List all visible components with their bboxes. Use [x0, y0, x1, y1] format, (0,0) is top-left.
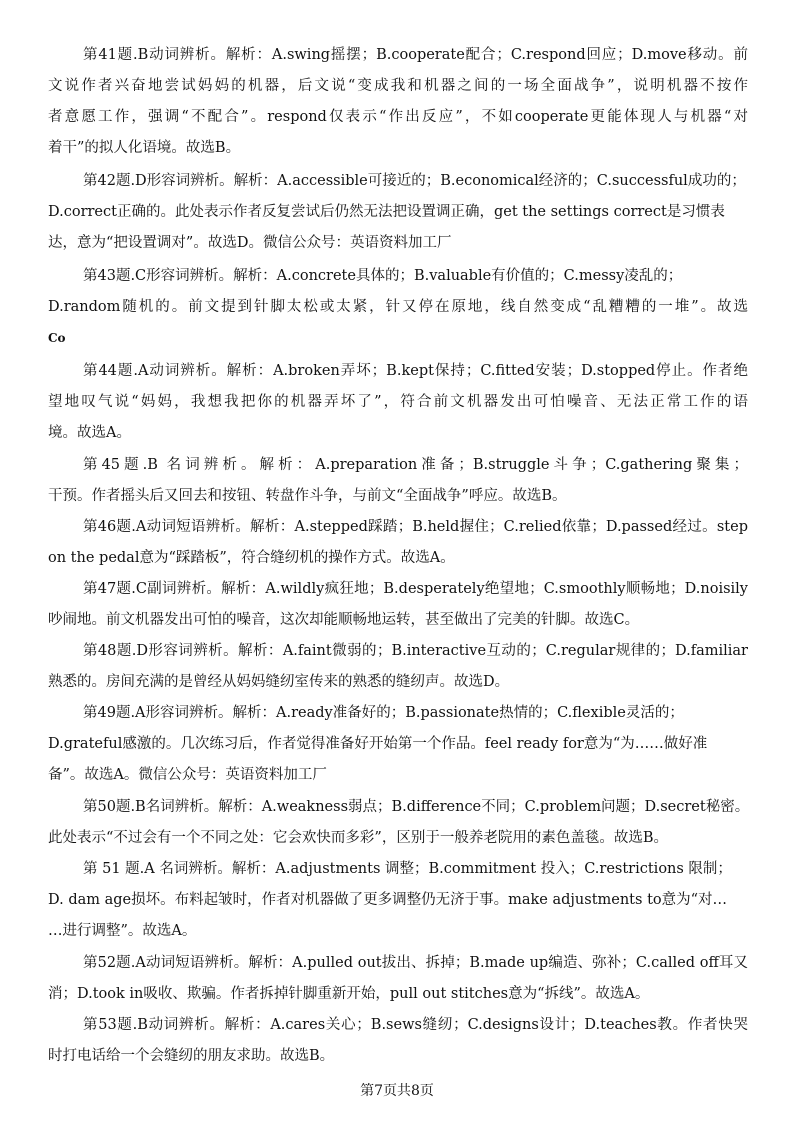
- text-line: 备”。故选A。微信公众号：英语资料加工厂: [48, 767, 327, 783]
- text-line: 第43题.C形容词辨析。解析：A.concrete具体的；B.valuable有价值的；C.messy凌乱的；: [83, 268, 683, 284]
- text-line: D.correct正确的。此处表示作者反复尝试后仍然无法把设置调正确，get the settings correct是习惯表: [48, 204, 725, 220]
- question-51-explanation: [48, 854, 748, 947]
- question-41-explanation: [48, 40, 748, 164]
- text-line: 消；D.took in吸收、欺骗。作者拆掉针脚重新开始，pull out stitches意为“拆线”。故选A。: [48, 986, 650, 1002]
- question-44-explanation: [48, 356, 748, 449]
- page-number: 第7页共8页: [360, 1083, 434, 1099]
- text-line: 时打电话给一个会缝纫的朋友求助。故选B。: [48, 1048, 335, 1064]
- text-line: 者意愿工作，强调“不配合”。respond仅表示“作出反应”，不如cooperate更能体现人与机器“对: [48, 109, 748, 125]
- text-line: 文说作者兴奋地尝试妈妈的机器，后文说“变成我和机器之间的一场全面战争”，说明机器不按作: [48, 78, 748, 94]
- question-53-explanation: [48, 1010, 748, 1072]
- text-line: 第52题.A动词短语辨析。解析：A.pulled out拔出、拆掉；B.made up编造、弥补；C.called off耳又: [83, 955, 748, 971]
- text-line: 第 51 题.A 名词辨析。解析：A.adjustments 调整；B.commitment 投入；C.restrictions 限制；: [83, 861, 732, 877]
- text-line: 第44题.A动词辨析。解析：A.broken弄坏；B.kept保持；C.fitted安装；D.stopped停止。作者绝: [83, 363, 748, 379]
- text-line: 着干”的拟人化语境。故选B。: [48, 140, 241, 156]
- question-48-explanation: [48, 636, 748, 698]
- question-49-explanation: [48, 698, 748, 791]
- question-52-explanation: [48, 948, 748, 1010]
- text-line: 第48题.D形容词辨析。解析：A.faint微弱的；B.interactive互动的；C.regular规律的；D.familiar: [83, 643, 748, 659]
- text-line: 此处表示“不过会有一个不同之处：它会欢快而多彩”，区别于一般养老院用的素色盖毯。故选B。: [48, 830, 668, 846]
- question-45-explanation: [48, 450, 748, 512]
- question-43-explanation: [48, 261, 748, 354]
- question-50-explanation: [48, 792, 748, 854]
- text-line: 干预。作者摇头后又回去和按钮、转盘作斗争，与前文“全面战争”呼应。故选B。: [48, 488, 567, 504]
- text-line: 境。故选A。: [48, 425, 131, 441]
- text-line: 第42题.D形容词辨析。解析：A.accessible可接近的；B.economical经济的；C.successful成功的；: [83, 173, 746, 189]
- text-line: D.random随机的。前文提到针脚太松或太紧，针又停在原地，线自然变成“乱糟糟的一堆”。故选: [48, 299, 748, 315]
- text-line: 第53题.B动词辨析。解析：A.cares关心；B.sews缝纫；C.designs设计；D.teaches教。作者快哭: [83, 1017, 748, 1033]
- text-line: D.grateful感激的。几次练习后，作者觉得准备好开始第一个作品。feel ready for意为“为……做好准: [48, 736, 708, 752]
- question-46-explanation: [48, 512, 748, 574]
- text-line: 第41题.B动词辨析。解析：A.swing摇摆；B.cooperate配合；C.respond回应；D.move移动。前: [83, 47, 748, 63]
- text-line: Co: [48, 331, 66, 345]
- question-47-explanation: [48, 574, 748, 636]
- question-42-explanation: [48, 166, 748, 259]
- text-line: …进行调整”。故选A。: [48, 923, 197, 939]
- text-line: 达，意为“把设置调对”。故选D。微信公众号：英语资料加工厂: [48, 235, 452, 251]
- text-line: 第49题.A形容词辨析。解析：A.ready准备好的；B.passionate热情的；C.flexible灵活的；: [83, 705, 684, 721]
- text-line: 第47题.C副词辨析。解析：A.wildly疯狂地；B.desperately绝望地；C.smoothly顺畅地；D.noisily: [83, 581, 748, 597]
- text-line: 第50题.B名词辨析。解析：A.weakness弱点；B.difference不同；C.problem问题；D.secret秘密。: [83, 799, 750, 815]
- text-line: 望地叹气说“妈妈，我想我把你的机器弄坏了”，符合前文机器发出可怕噪音、无法正常工作的语: [48, 394, 748, 410]
- text-line: on the pedal意为“踩踏板”，符合缝纫机的操作方式。故选A。: [48, 550, 455, 566]
- text-line: 熟悉的。房间充满的是曾经从妈妈缝纫室传来的熟悉的缝纫声。故选D。: [48, 674, 510, 690]
- text-line: 吵闹地。前文机器发出可怕的噪音，这次却能顺畅地运转，甚至做出了完美的针脚。故选C。: [48, 612, 640, 628]
- text-line: 第45题.B 名词辨析。解析：A.preparation准备；B.struggle斗争；C.gathering聚集；: [83, 457, 748, 473]
- text-line: D. dam age损坏。布料起皱时，作者对机器做了更多调整仍无济于事。make adjustments to意为“对…: [48, 892, 728, 908]
- text-line: 第46题.A动词短语辨析。解析：A.stepped踩踏；B.held握住；C.relied依靠；D.passed经过。step: [83, 519, 748, 535]
